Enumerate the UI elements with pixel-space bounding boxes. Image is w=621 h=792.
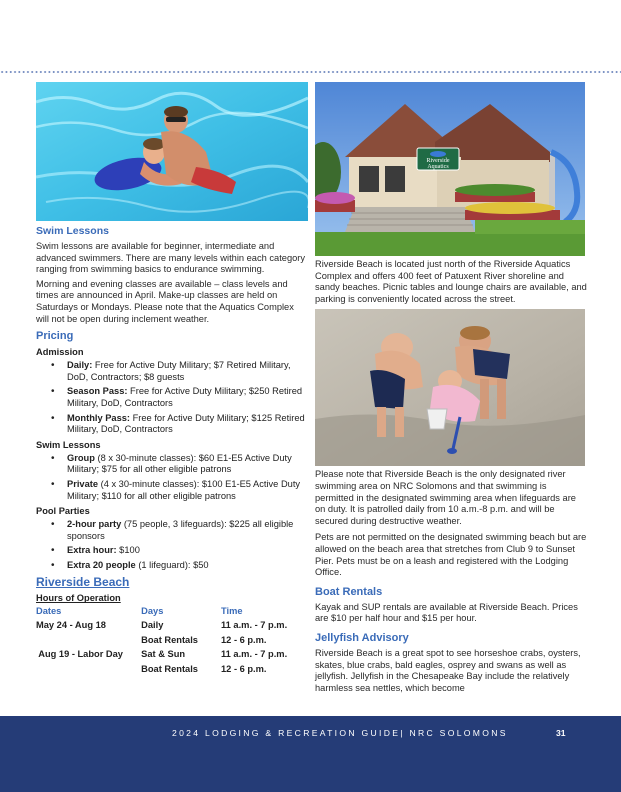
list-item: • Group (8 x 30-minute classes): $60 E1-E5 Active Duty Military; $75 for all other eligible patrons xyxy=(36,453,308,476)
list-item: • Daily: Free for Active Duty Military; $7 Retired Military, DoD, Contractors; $8 guests xyxy=(36,360,308,383)
admission-list xyxy=(36,360,308,436)
table-row xyxy=(36,647,308,662)
list-item: • Private (4 x 30-minute classes): $100 E1-E5 Active Duty Military; $110 for all other eligible patrons xyxy=(36,479,308,502)
pool-photo-image xyxy=(36,82,308,221)
table-header-row xyxy=(36,605,308,618)
column-header: Days xyxy=(141,606,164,617)
left-column xyxy=(36,82,308,676)
right-column xyxy=(315,82,587,694)
list-item: • 2-hour party (75 people, 3 lifeguards): $225 all eligible sponsors xyxy=(36,519,308,542)
admission-heading: Admission xyxy=(36,347,84,358)
pool-photo xyxy=(36,82,308,221)
riverside-paragraph-1: Riverside Beach is located just north of the Riverside Aquatics Complex and offers 400 feet of Patuxent River shoreline and sandy beaches. Picnic tables and lounge chairs are available, and parking is conveniently located across the street. xyxy=(315,259,587,304)
pool-parties-heading: Pool Parties xyxy=(36,506,90,517)
table-cell xyxy=(36,633,141,648)
list-item: • Monthly Pass: Free for Active Duty Military; $125 Retired Military, DoD, Contractors xyxy=(36,413,308,436)
swim-lessons-heading: Swim Lessons xyxy=(36,225,109,237)
table-row xyxy=(36,662,308,677)
swim-lessons-paragraph-1: Swim lessons are available for beginner, intermediate and advanced swimmers. There are many levels within each category ranging from swimming basics to endurance swimming. xyxy=(36,241,306,275)
svg-text:Riverside: Riverside xyxy=(426,158,450,164)
table-cell: 12 - 6 p.m. xyxy=(221,663,267,674)
swim-lessons-pricing-heading: Swim Lessons xyxy=(36,439,101,450)
beach-photo-image xyxy=(315,309,585,466)
riverside-beach-heading: Riverside Beach xyxy=(36,575,130,590)
hours-of-operation-heading: Hours of Operation xyxy=(36,593,121,604)
footer-guide-title: 2024 LODGING & RECREATION GUIDE| NRC SOLOMONS xyxy=(172,728,508,738)
boat-rentals-heading: Boat Rentals xyxy=(315,585,383,598)
list-item: • Extra hour: $100 xyxy=(36,545,308,557)
table-row xyxy=(36,618,308,633)
swim-lessons-paragraph-2: Morning and evening classes are available – class levels and times are announced in April. Make-up classes are held on Saturdays or Mondays. Please note that the Aquatics Complex will not be open during inclement weather. xyxy=(36,278,294,324)
page-number: 31 xyxy=(556,728,566,738)
parties-list xyxy=(36,519,308,571)
hours-table xyxy=(36,605,308,676)
table-cell: Boat Rentals xyxy=(141,663,198,674)
table-cell xyxy=(36,662,141,677)
list-item: • Extra 20 people (1 lifeguard): $50 xyxy=(36,560,308,572)
dotted-divider xyxy=(0,70,621,74)
pricing-heading: Pricing xyxy=(36,330,74,343)
table-cell: 11 a.m. - 7 p.m. xyxy=(221,649,288,660)
jellyfish-advisory-paragraph: Riverside Beach is a great spot to see horseshoe crabs, oysters, skates, blue crabs, bald eagles, osprey and swans as well as jellyfish. Jellyfish in the Chesapeake Bay include the relatively harmless sea nettles, which become xyxy=(315,647,581,693)
table-cell: Aug 19 - Labor Day xyxy=(36,649,123,660)
table-cell: 11 a.m. - 7 p.m. xyxy=(221,620,288,631)
children-on-beach-photo xyxy=(315,309,585,466)
column-header: Time xyxy=(221,606,243,617)
jellyfish-advisory-heading: Jellyfish Advisory xyxy=(315,631,409,644)
column-header: Dates xyxy=(36,606,62,617)
boat-rentals-paragraph: Kayak and SUP rentals are available at Riverside Beach. Prices are $10 per half hour and $15 per hour. xyxy=(315,601,578,624)
riverside-paragraph-2: Please note that Riverside Beach is the only designated river swimming area on NRC Solomons and that swimming is permitted in the designated swimming area when lifeguards are on duty. It is patrolled daily from 10 a.m.-8 p.m. and will be secured during destructive weather. xyxy=(315,469,576,526)
page-footer xyxy=(0,716,621,792)
table-cell: 12 - 6 p.m. xyxy=(221,634,267,645)
table-cell: Boat Rentals xyxy=(141,634,198,645)
riverside-aquatics-building-photo xyxy=(315,82,585,256)
svg-text:Aquatics: Aquatics xyxy=(427,164,449,170)
building-photo-image xyxy=(315,82,585,256)
table-cell: Daily xyxy=(141,620,164,631)
table-cell: Sat & Sun xyxy=(141,649,186,660)
table-cell: May 24 - Aug 18 xyxy=(36,620,106,631)
list-item: • Season Pass: Free for Active Duty Military; $250 Retired Military, DoD, Contractors xyxy=(36,386,308,409)
table-row xyxy=(36,633,308,648)
lessons-list xyxy=(36,453,308,502)
riverside-paragraph-3: Pets are not permitted on the designated swimming beach but are allowed on the beach area that stretches from Club 9 to Sunset Pier. Pets must be on a leash and registered with the Lodging Office. xyxy=(315,532,587,578)
